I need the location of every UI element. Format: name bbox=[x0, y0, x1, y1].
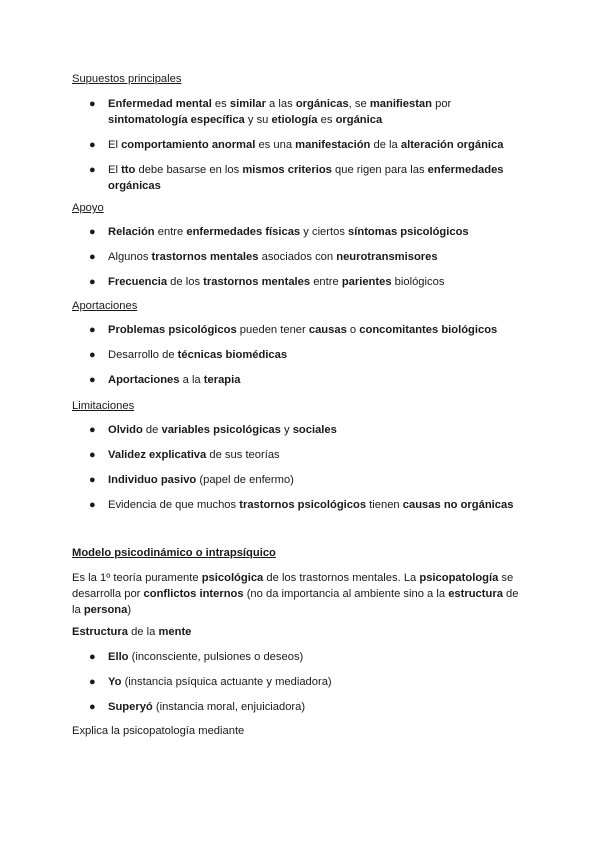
list-item bbox=[0, 322, 600, 338]
heading-limitaciones: Limitaciones bbox=[72, 400, 135, 412]
list-item-text: Enfermedad mental es similar a las orgánicas, se manifiestan por sintomatología específica y su etiología es orgánica bbox=[108, 98, 452, 126]
bullet-icon: ● bbox=[89, 139, 96, 151]
list-item-text: Aportaciones a la terapia bbox=[108, 374, 241, 386]
list-item-text: Individuo pasivo (papel de enfermo) bbox=[108, 474, 294, 486]
list-item bbox=[0, 249, 600, 265]
list-item bbox=[0, 447, 600, 463]
bullet-icon: ● bbox=[89, 651, 96, 663]
list-aportaciones bbox=[0, 322, 600, 397]
bullet-icon: ● bbox=[89, 449, 96, 461]
closing-paragraph: Explica la psicopatología mediante bbox=[72, 725, 245, 737]
list-item bbox=[0, 497, 600, 513]
bullet-icon: ● bbox=[89, 98, 96, 110]
list-item-text: Relación entre enfermedades físicas y ciertos síntomas psicológicos bbox=[108, 226, 469, 238]
list-item-text: Problemas psicológicos pueden tener causas o concomitantes biológicos bbox=[108, 324, 498, 336]
list-item bbox=[0, 224, 600, 240]
modelo-intro-paragraph: Es la 1º teoría puramente psicológica de los trastornos mentales. La psicopatología se desarrolla por conflictos internos (no da importancia al ambiente sino a la estructura de la persona) bbox=[72, 572, 519, 616]
heading-apoyo: Apoyo bbox=[72, 202, 104, 214]
list-item bbox=[0, 472, 600, 488]
heading-aportaciones: Aportaciones bbox=[72, 300, 138, 312]
list-item bbox=[0, 347, 600, 363]
bullet-icon: ● bbox=[89, 251, 96, 263]
list-item bbox=[0, 372, 600, 388]
list-item-text: Yo (instancia psíquica actuante y mediadora) bbox=[108, 676, 332, 688]
list-item bbox=[0, 274, 600, 290]
heading-modelo: Modelo psicodinámico o intrapsíquico bbox=[72, 547, 276, 559]
list-item-text: El tto debe basarse en los mismos criterios que rigen para las enfermedades orgánicas bbox=[108, 164, 504, 192]
bullet-icon: ● bbox=[89, 164, 96, 176]
list-item bbox=[0, 96, 600, 128]
bullet-icon: ● bbox=[89, 424, 96, 436]
list-estructura bbox=[0, 649, 600, 724]
list-item-text: Frecuencia de los trastornos mentales entre parientes biológicos bbox=[108, 276, 445, 288]
list-item bbox=[0, 162, 600, 194]
list-item bbox=[0, 674, 600, 690]
bullet-icon: ● bbox=[89, 499, 96, 511]
list-item bbox=[0, 137, 600, 153]
list-item-text: Superyó (instancia moral, enjuiciadora) bbox=[108, 701, 306, 713]
bullet-icon: ● bbox=[89, 374, 96, 386]
heading-supuestos: Supuestos principales bbox=[72, 73, 182, 85]
list-item bbox=[0, 699, 600, 715]
bullet-icon: ● bbox=[89, 349, 96, 361]
list-item-text: Olvido de variables psicológicas y sociales bbox=[108, 424, 337, 436]
list-item bbox=[0, 649, 600, 665]
list-item-text: Desarrollo de técnicas biomédicas bbox=[108, 349, 288, 361]
list-item-text: Algunos trastornos mentales asociados con neurotransmisores bbox=[108, 251, 438, 263]
list-item-text: Evidencia de que muchos trastornos psicológicos tienen causas no orgánicas bbox=[108, 499, 514, 511]
list-item bbox=[0, 422, 600, 438]
bullet-icon: ● bbox=[89, 226, 96, 238]
list-limitaciones bbox=[0, 422, 600, 522]
estructura-heading: Estructura de la mente bbox=[72, 626, 192, 638]
list-supuestos bbox=[0, 96, 600, 203]
bullet-icon: ● bbox=[89, 324, 96, 336]
list-item-text: Ello (inconsciente, pulsiones o deseos) bbox=[108, 651, 304, 663]
list-item-text: El comportamiento anormal es una manifestación de la alteración orgánica bbox=[108, 139, 504, 151]
list-item-text: Validez explicativa de sus teorías bbox=[108, 449, 280, 461]
bullet-icon: ● bbox=[89, 474, 96, 486]
bullet-icon: ● bbox=[89, 676, 96, 688]
bullet-icon: ● bbox=[89, 276, 96, 288]
bullet-icon: ● bbox=[89, 701, 96, 713]
list-apoyo bbox=[0, 224, 600, 299]
